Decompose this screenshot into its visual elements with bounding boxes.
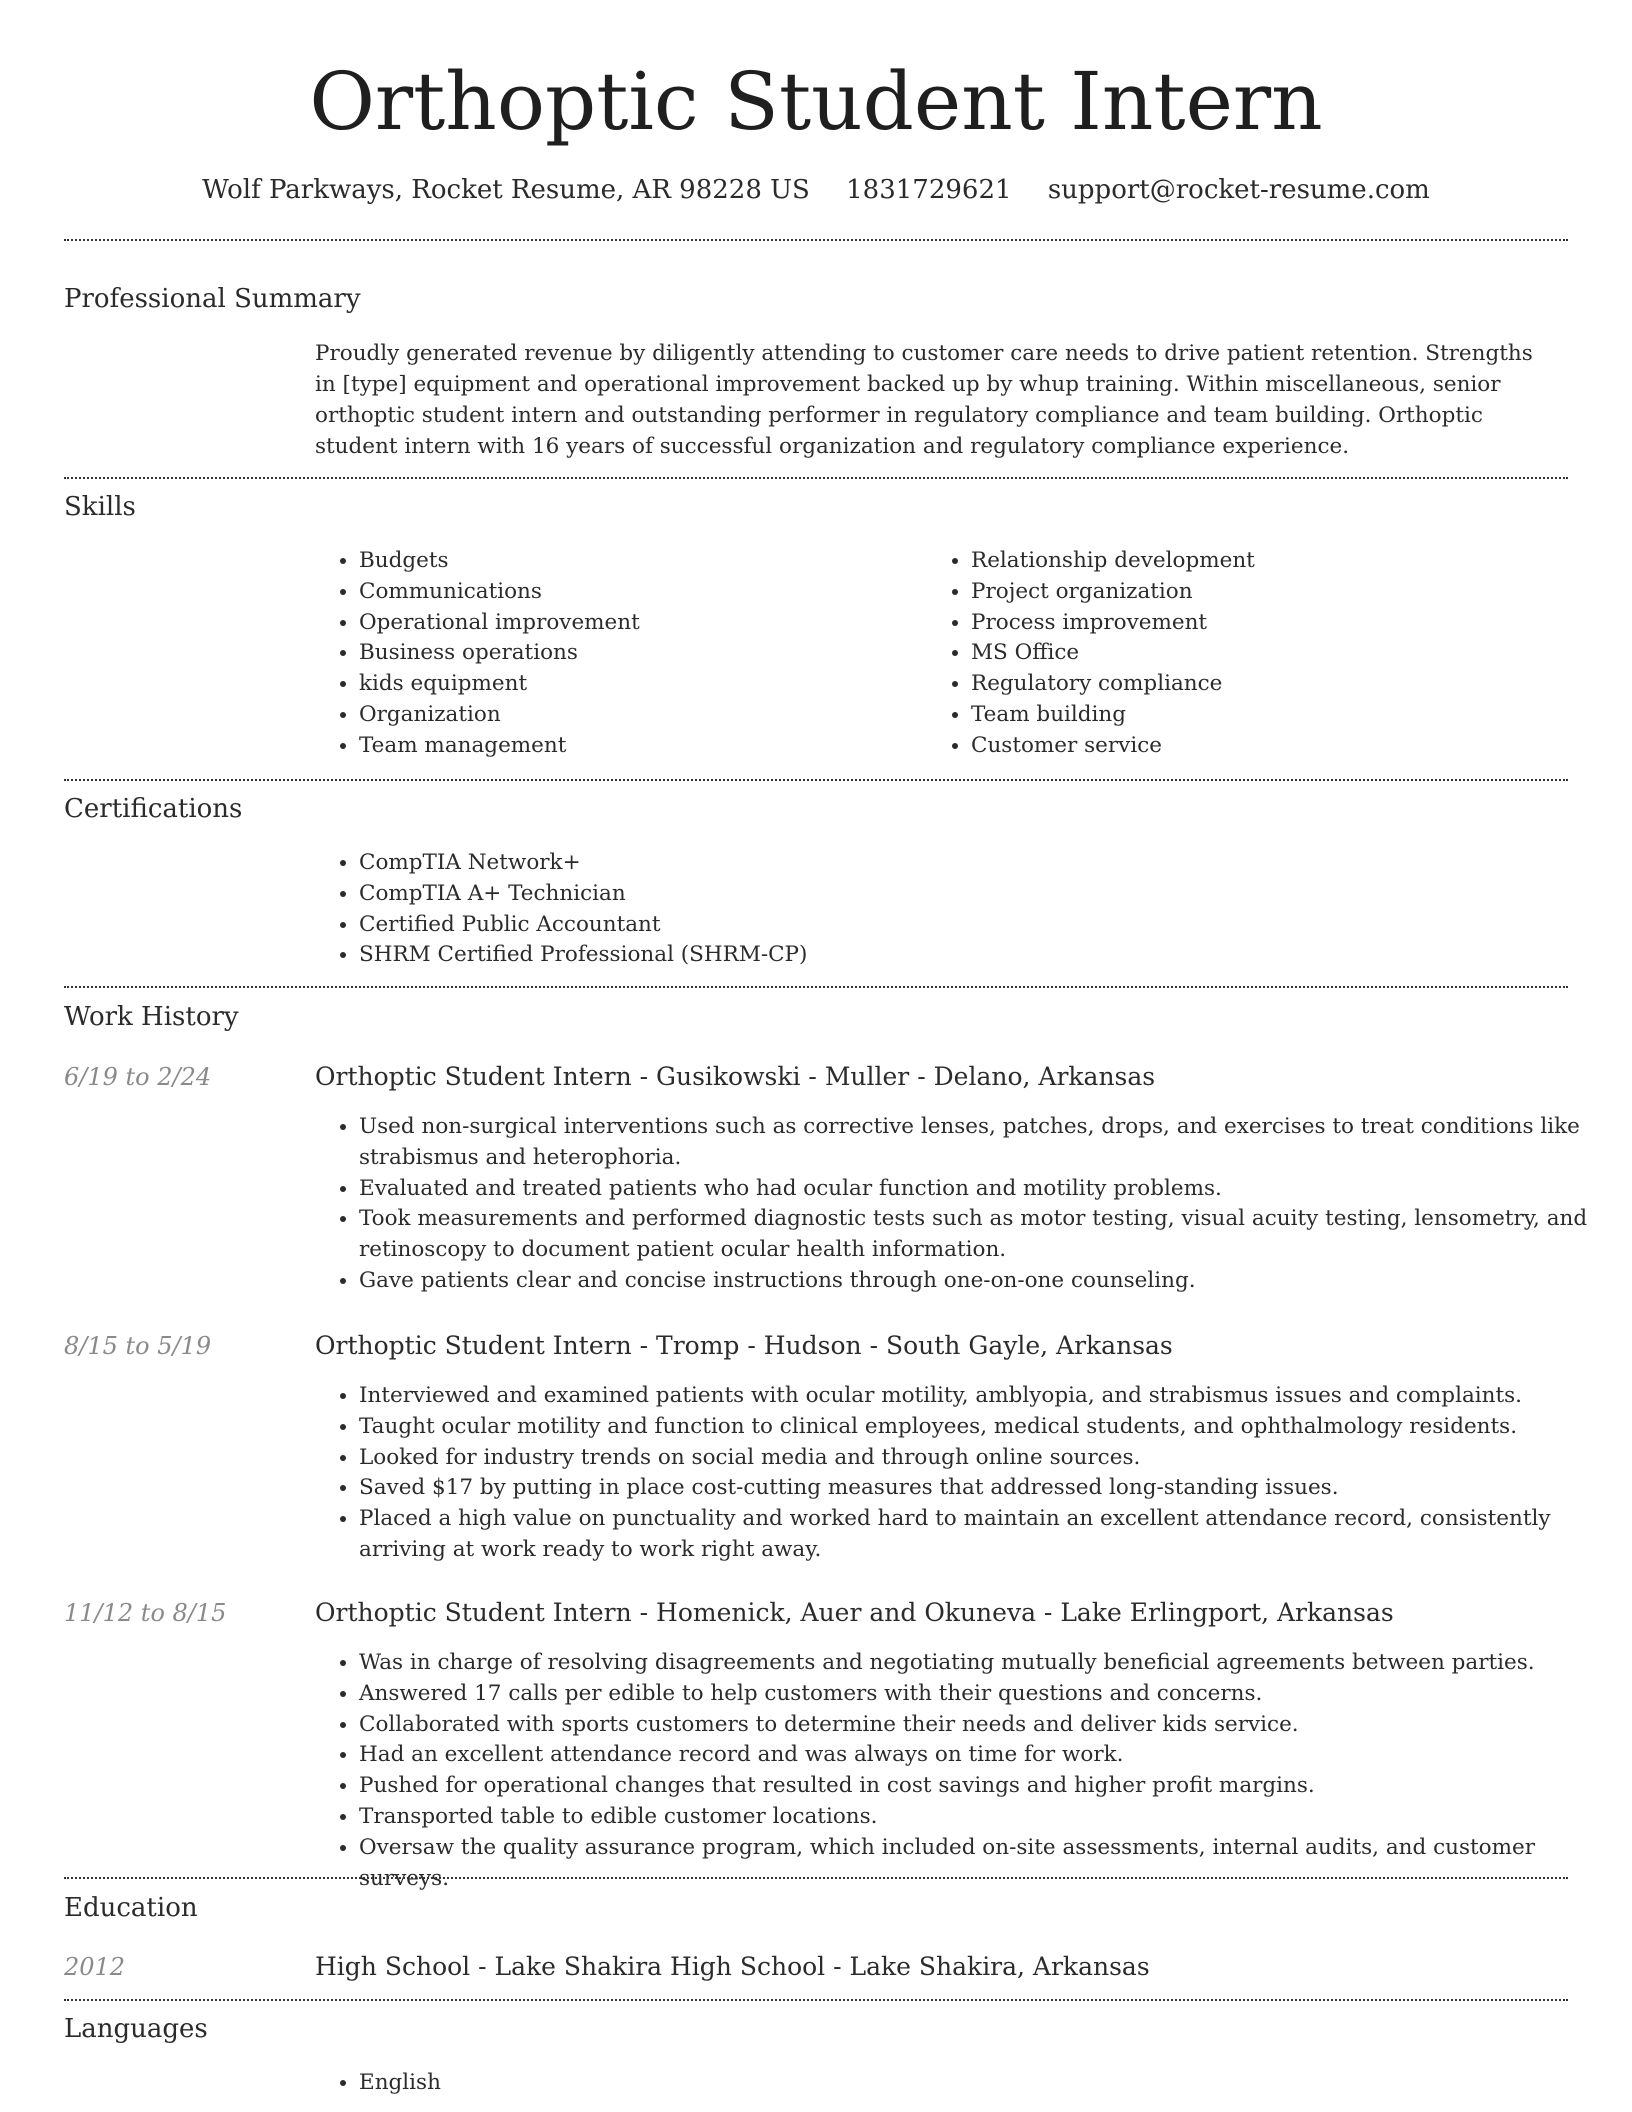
skill-item: • Communications — [359, 577, 919, 608]
skill-item: • Business operations — [359, 638, 919, 669]
job-bullet: • Answered 17 calls per edible to help customers with their questions and concerns. — [359, 1679, 1599, 1710]
resume-title: Orthoptic Student Intern — [309, 55, 1323, 148]
skill-item: • Team management — [359, 731, 919, 762]
certification-item: • Certified Public Accountant — [359, 910, 1559, 941]
skill-item: • Budgets — [359, 546, 919, 577]
job-bullet: • Oversaw the quality assurance program, which included on-site assessments, internal audits, and customer surveys. — [359, 1833, 1599, 1895]
skill-item: • MS Office — [971, 638, 1571, 669]
job-bullet: • Taught ocular motility and function to clinical employees, medical students, and ophthalmology residents. — [359, 1412, 1599, 1443]
work-history-heading: Work History — [64, 1002, 239, 1032]
contact-phone: 1831729621 — [846, 175, 1012, 205]
job-bullet: • Took measurements and performed diagnostic tests such as motor testing, visual acuity testing, lensometry, and retinoscopy to document patient ocular health information. — [359, 1204, 1599, 1266]
job-bullet: • Placed a high value on punctuality and worked hard to maintain an excellent attendance record, consistently arriving at work ready to work right away. — [359, 1504, 1599, 1566]
divider — [64, 779, 1568, 781]
contact-line — [0, 172, 1632, 208]
job-bullet: • Collaborated with sports customers to determine their needs and deliver kids service. — [359, 1710, 1599, 1741]
divider — [64, 986, 1568, 988]
education-heading: Education — [64, 1893, 198, 1923]
job-title: Orthoptic Student Intern - Tromp - Hudson - South Gayle, Arkansas — [315, 1331, 1173, 1360]
skills-list-right — [927, 546, 1571, 762]
job-dates: 8/15 to 5/19 — [64, 1332, 212, 1360]
divider — [64, 1877, 1568, 1879]
job-dates: 11/12 to 8/15 — [64, 1599, 227, 1627]
job-bullets — [315, 1112, 1599, 1297]
job-bullet: • Gave patients clear and concise instructions through one-on-one counseling. — [359, 1266, 1599, 1297]
divider — [64, 239, 1568, 241]
skill-item: • Process improvement — [971, 608, 1571, 639]
skill-item: • Operational improvement — [359, 608, 919, 639]
divider — [64, 477, 1568, 479]
summary-text: Proudly generated revenue by diligently attending to customer care needs to drive patient retention. Strengths in [type] equipment and operational improvement backed up by whup training. Within miscellaneous, senior orthoptic student intern and outstanding performer in regulatory compliance and team building. Orthoptic student intern with 16 years of successful organization and regulatory compliance experience. — [315, 341, 1533, 459]
skill-item: • kids equipment — [359, 669, 919, 700]
certifications-heading: Certifications — [64, 794, 243, 824]
job-bullets — [315, 1381, 1599, 1566]
job-bullet: • Saved $17 by putting in place cost-cutting measures that addressed long-standing issues. — [359, 1473, 1599, 1504]
job-bullet: • Looked for industry trends on social media and through online sources. — [359, 1443, 1599, 1474]
skill-item: • Team building — [971, 700, 1571, 731]
language-item: • English — [359, 2068, 959, 2099]
job-dates: 6/19 to 2/24 — [64, 1063, 212, 1091]
summary-heading: Professional Summary — [64, 284, 361, 314]
job-bullets — [315, 1648, 1599, 1894]
education-date: 2012 — [64, 1953, 126, 1981]
education-title: High School - Lake Shakira High School - Lake Shakira, Arkansas — [315, 1952, 1150, 1981]
skills-list-left — [315, 546, 919, 762]
contact-email: support@rocket-resume.com — [1047, 175, 1430, 205]
job-title: Orthoptic Student Intern - Gusikowski - Muller - Delano, Arkansas — [315, 1062, 1156, 1091]
job-bullet: • Was in charge of resolving disagreements and negotiating mutually beneficial agreements between parties. — [359, 1648, 1599, 1679]
job-bullet: • Interviewed and examined patients with ocular motility, amblyopia, and strabismus issues and complaints. — [359, 1381, 1599, 1412]
job-bullet: • Pushed for operational changes that resulted in cost savings and higher profit margins. — [359, 1771, 1599, 1802]
job-title: Orthoptic Student Intern - Homenick, Auer and Okuneva - Lake Erlingport, Arkansas — [315, 1598, 1394, 1627]
job-bullet: • Used non-surgical interventions such as corrective lenses, patches, drops, and exercises to treat conditions like strabismus and heterophoria. — [359, 1112, 1599, 1174]
skills-heading: Skills — [64, 492, 136, 522]
certification-item: • SHRM Certified Professional (SHRM-CP) — [359, 940, 1559, 971]
job-bullet: • Transported table to edible customer locations. — [359, 1802, 1599, 1833]
skill-item: • Organization — [359, 700, 919, 731]
skill-item: • Customer service — [971, 731, 1571, 762]
certification-item: • CompTIA A+ Technician — [359, 879, 1559, 910]
languages-list — [315, 2068, 959, 2099]
languages-heading: Languages — [64, 2014, 208, 2044]
contact-address: Wolf Parkways, Rocket Resume, AR 98228 US — [202, 175, 810, 205]
job-bullet: • Had an excellent attendance record and was always on time for work. — [359, 1740, 1599, 1771]
divider — [64, 1999, 1568, 2001]
job-bullet: • Evaluated and treated patients who had ocular function and motility problems. — [359, 1174, 1599, 1205]
skill-item: • Project organization — [971, 577, 1571, 608]
skill-item: • Regulatory compliance — [971, 669, 1571, 700]
certification-item: • CompTIA Network+ — [359, 848, 1559, 879]
certifications-list — [315, 848, 1559, 971]
skill-item: • Relationship development — [971, 546, 1571, 577]
